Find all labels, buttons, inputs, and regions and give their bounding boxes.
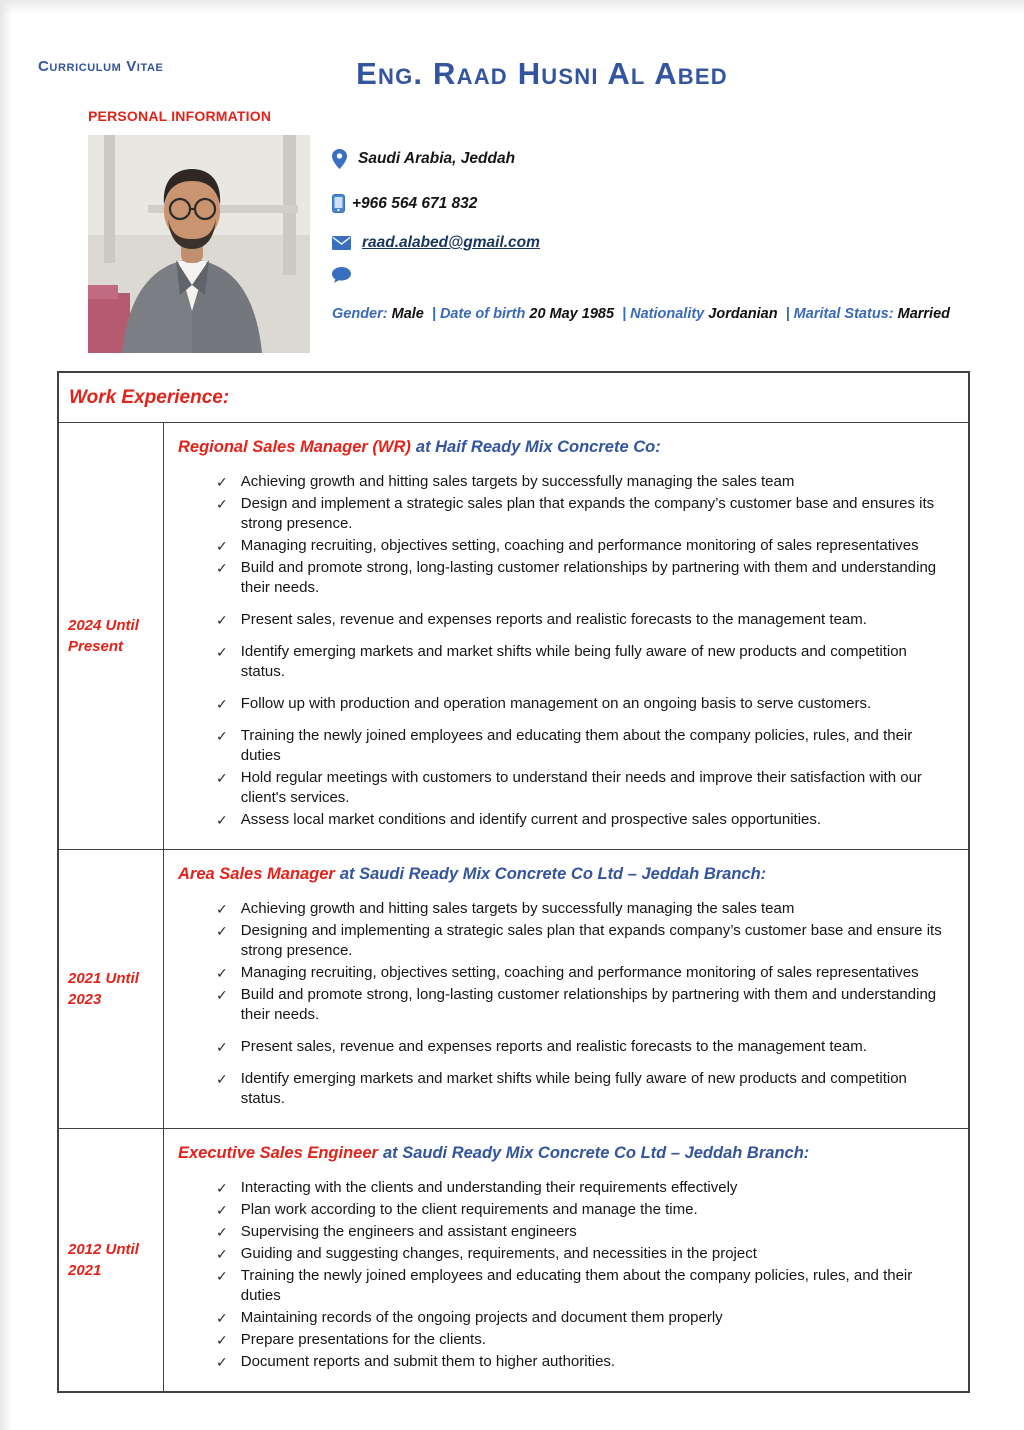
detail-value: 20 May 1985 — [529, 306, 619, 322]
job-content-cell — [164, 423, 968, 849]
checkmark-icon: ✓ — [216, 1071, 228, 1087]
checkmark-icon: ✓ — [216, 1202, 228, 1218]
job-row — [59, 849, 968, 1128]
work-experience-heading: Work Experience: — [69, 387, 230, 408]
checkmark-icon: ✓ — [216, 812, 228, 828]
bullet-item — [176, 899, 950, 919]
contact-column — [332, 135, 950, 353]
job-bullets — [176, 472, 950, 830]
checkmark-icon: ✓ — [216, 965, 228, 981]
bullet-item — [176, 536, 950, 556]
bullet-item — [176, 610, 950, 630]
page-title: Eng. Raad Husni Al Abed — [356, 56, 728, 91]
detail-value: Male — [391, 306, 428, 322]
work-experience-header — [59, 373, 968, 423]
bullet-text: Managing recruiting, objectives setting, coaching and performance monitoring of sales representatives — [240, 537, 919, 554]
bullet-item — [176, 921, 950, 961]
checkmark-icon: ✓ — [216, 1180, 228, 1196]
location-pin-icon — [332, 149, 347, 169]
mobile-phone-icon — [332, 194, 345, 213]
detail-separator: | — [431, 306, 436, 322]
job-period: 2012 Until 2021 — [68, 1241, 139, 1279]
detail-label: Gender: — [332, 306, 392, 322]
bullet-item — [176, 1178, 950, 1198]
job-period-cell — [59, 850, 164, 1128]
bullet-text: Present sales, revenue and expenses reports and realistic forecasts to the management team. — [240, 1038, 867, 1055]
job-period-cell — [59, 423, 164, 849]
job-period-cell — [59, 1129, 164, 1391]
job-title — [178, 865, 950, 884]
profile-photo-image — [88, 135, 310, 353]
job-title-company: at Saudi Ready Mix Concrete Co Ltd – Jeddah Branch: — [339, 865, 767, 883]
checkmark-icon: ✓ — [216, 1332, 228, 1348]
speech-bubble-icon — [332, 267, 351, 284]
checkmark-icon: ✓ — [216, 1039, 228, 1055]
bullet-text: Build and promote strong, long-lasting customer relationships by partnering with them and understanding their needs. — [240, 986, 937, 1023]
bullet-text: Design and implement a strategic sales plan that expands the company’s customer base and ensures its strong presence. — [240, 495, 935, 532]
bullet-text: Managing recruiting, objectives setting, coaching and performance monitoring of sales representatives — [240, 964, 919, 981]
bullet-text: Interacting with the clients and understanding their requirements effectively — [240, 1179, 738, 1196]
bullet-item — [176, 768, 950, 808]
bullet-text: Guiding and suggesting changes, requirements, and necessities in the project — [240, 1245, 757, 1262]
bullet-item — [176, 1222, 950, 1242]
detail-label: Nationality — [630, 306, 709, 322]
checkmark-icon: ✓ — [216, 474, 228, 490]
bullet-text: Achieving growth and hitting sales targets by successfully managing the sales team — [240, 473, 795, 490]
detail-value: Married — [897, 306, 950, 322]
bullet-item — [176, 1352, 950, 1372]
job-rows — [59, 423, 968, 1391]
detail-separator: | — [622, 306, 627, 322]
bullet-item — [176, 1200, 950, 1220]
bullet-text: Training the newly joined employees and educating them about the company policies, rules, and their duties — [240, 727, 913, 764]
detail-value: Jordanian — [708, 306, 782, 322]
bullet-item — [176, 472, 950, 492]
detail-label: Marital Status: — [793, 306, 898, 322]
personal-row — [88, 135, 970, 353]
bullet-item — [176, 985, 950, 1025]
job-bullets — [176, 1178, 950, 1372]
email-link[interactable]: raad.alabed@gmail.com — [362, 234, 540, 251]
job-title — [178, 438, 950, 457]
checkmark-icon: ✓ — [216, 728, 228, 744]
bullet-text: Supervising the engineers and assistant engineers — [240, 1223, 577, 1240]
checkmark-icon: ✓ — [216, 644, 228, 660]
bullet-item — [176, 642, 950, 682]
personal-information-heading: PERSONAL INFORMATION — [88, 108, 272, 124]
bullet-item — [176, 1244, 950, 1264]
checkmark-icon: ✓ — [216, 1310, 228, 1326]
bullet-text: Designing and implementing a strategic sales plan that expands company’s customer base and ensure its strong presence. — [240, 922, 942, 959]
bullet-item — [176, 694, 950, 714]
bullet-text: Assess local market conditions and identify current and prospective sales opportunities. — [240, 811, 822, 828]
bullet-item — [176, 1308, 950, 1328]
checkmark-icon: ✓ — [216, 696, 228, 712]
phone-text: +966 564 671 832 — [352, 194, 478, 212]
bullet-text: Identify emerging markets and market shifts while being fully aware of new products and competition status. — [240, 1070, 907, 1107]
checkmark-icon: ✓ — [216, 560, 228, 576]
detail-separator: | — [785, 306, 790, 322]
envelope-icon — [332, 236, 351, 250]
bullet-item — [176, 558, 950, 598]
personal-details-line — [332, 306, 950, 322]
bullet-text: Achieving growth and hitting sales targets by successfully managing the sales team — [240, 900, 795, 917]
bullet-item — [176, 494, 950, 534]
checkmark-icon: ✓ — [216, 987, 228, 1003]
bullet-text: Hold regular meetings with customers to understand their needs and improve their satisfaction with our client's services. — [240, 769, 922, 806]
job-period: 2024 Until Present — [68, 617, 139, 655]
personal-information-section — [88, 108, 970, 353]
job-period: 2021 Until 2023 — [68, 970, 139, 1008]
profile-photo — [88, 135, 310, 353]
bullet-item — [176, 810, 950, 830]
bullet-text: Follow up with production and operation management on an ongoing basis to serve customers. — [240, 695, 872, 712]
phone-row — [332, 194, 950, 213]
job-title-role: Executive Sales Engineer — [178, 1144, 378, 1162]
bullet-item — [176, 1330, 950, 1350]
bullet-text: Present sales, revenue and expenses reports and realistic forecasts to the management team. — [240, 611, 867, 628]
bullet-text: Identify emerging markets and market shifts while being fully aware of new products and competition status. — [240, 643, 907, 680]
job-row — [59, 423, 968, 849]
checkmark-icon: ✓ — [216, 496, 228, 512]
checkmark-icon: ✓ — [216, 538, 228, 554]
bullet-text: Prepare presentations for the clients. — [240, 1331, 486, 1348]
bullet-item — [176, 726, 950, 766]
location-text: Saudi Arabia, Jeddah — [358, 150, 516, 167]
bullet-item — [176, 1069, 950, 1109]
checkmark-icon: ✓ — [216, 923, 228, 939]
page-header — [0, 0, 1024, 100]
job-title-role: Regional Sales Manager (WR) — [178, 438, 411, 456]
location-row — [332, 149, 950, 169]
job-row — [59, 1128, 968, 1391]
work-experience-table — [57, 371, 970, 1393]
bullet-item — [176, 1266, 950, 1306]
job-title-company: at Haif Ready Mix Concrete Co: — [415, 438, 661, 456]
bullet-item — [176, 1037, 950, 1057]
checkmark-icon: ✓ — [216, 1224, 228, 1240]
email-row — [332, 234, 950, 252]
document-type-label: Curriculum Vitae — [38, 58, 164, 75]
checkmark-icon: ✓ — [216, 770, 228, 786]
bullet-text: Document reports and submit them to higher authorities. — [240, 1353, 616, 1370]
bullet-item — [176, 963, 950, 983]
checkmark-icon: ✓ — [216, 1268, 228, 1284]
bullet-text: Plan work according to the client requirements and manage the time. — [240, 1201, 698, 1218]
checkmark-icon: ✓ — [216, 612, 228, 628]
checkmark-icon: ✓ — [216, 1354, 228, 1370]
job-bullets — [176, 899, 950, 1109]
job-title-role: Area Sales Manager — [178, 865, 335, 883]
job-title-company: at Saudi Ready Mix Concrete Co Ltd – Jeddah Branch: — [382, 1144, 810, 1162]
checkmark-icon: ✓ — [216, 1246, 228, 1262]
job-title — [178, 1144, 950, 1163]
checkmark-icon: ✓ — [216, 901, 228, 917]
bullet-text: Training the newly joined employees and educating them about the company policies, rules, and their duties — [240, 1267, 913, 1304]
comment-row — [332, 267, 950, 284]
bullet-text: Maintaining records of the ongoing projects and document them properly — [240, 1309, 723, 1326]
detail-label: Date of birth — [439, 306, 530, 322]
bullet-text: Build and promote strong, long-lasting customer relationships by partnering with them and understanding their needs. — [240, 559, 937, 596]
job-content-cell — [164, 850, 968, 1128]
job-content-cell — [164, 1129, 968, 1391]
